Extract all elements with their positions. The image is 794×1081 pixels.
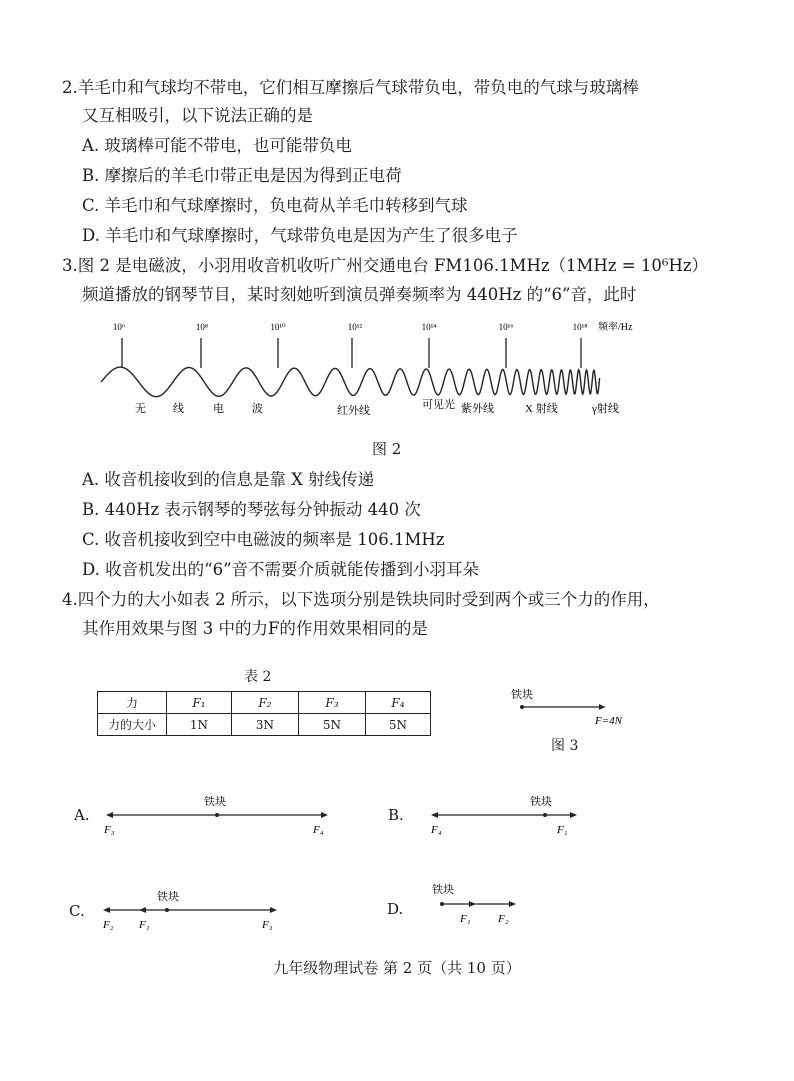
iron-block-label: 铁块 bbox=[204, 796, 226, 808]
band-label-visible: 可见光 bbox=[422, 399, 455, 411]
tick-label-1e16: 10¹⁶ bbox=[498, 322, 514, 332]
band-label-xray: X 射线 bbox=[525, 403, 558, 415]
q4-option-c-letter: C. bbox=[69, 902, 85, 920]
q4-stem-line2: 其作用效果与图 3 中的力F的作用效果相同的是 bbox=[82, 619, 428, 638]
arrow-head-icon bbox=[106, 812, 113, 818]
q3-option-a: A. 收音机接收到的信息是靠 X 射线传递 bbox=[82, 470, 375, 489]
band-label-dian: 电 bbox=[213, 403, 224, 415]
arrow-head-icon bbox=[469, 901, 476, 907]
force-label-right: F₁ bbox=[557, 824, 568, 836]
table-cell: 3N bbox=[232, 714, 299, 736]
q3-option-d: D. 收音机发出的“6”音不需要介质就能传播到小羽耳朵 bbox=[82, 560, 479, 579]
force-f-label: F=4N bbox=[595, 715, 622, 727]
q2-number: 2. bbox=[62, 78, 78, 97]
band-label-xian: 线 bbox=[173, 403, 184, 415]
figure-3-caption: 图 3 bbox=[551, 738, 579, 754]
q4-number: 4. bbox=[62, 590, 78, 609]
q4-stem-text1: 四个力的大小如表 2 所示，以下选项分别是铁块同时受到两个或三个力的作用， bbox=[77, 590, 660, 609]
q2-option-d: D. 羊毛巾和气球摩擦时，气球带负电是因为产生了很多电子 bbox=[82, 226, 518, 245]
arrow-head-icon bbox=[570, 812, 577, 818]
iron-block-label: 铁块 bbox=[157, 891, 179, 903]
q3-stem-line2: 频道播放的钢琴节目，某时刻她听到演员弹奏频率为 440Hz 的“6”音，此时 bbox=[82, 285, 637, 304]
q3-option-c: C. 收音机接收到空中电磁波的频率是 106.1MHz bbox=[82, 530, 445, 549]
force-label-left: F₂ bbox=[103, 919, 114, 931]
tick-label-1e6: 10⁶ bbox=[112, 322, 126, 332]
force-label-left: F₃ bbox=[104, 824, 115, 836]
table-header-cell: F₂ bbox=[232, 692, 299, 714]
q4-option-b-diagram bbox=[425, 793, 585, 843]
iron-block-dot bbox=[215, 813, 219, 817]
table-header-cell: F₄ bbox=[366, 692, 431, 714]
tick-label-1e18: 10¹⁸ bbox=[572, 322, 588, 332]
q4-option-b-letter: B. bbox=[388, 806, 404, 824]
band-label-wu: 无 bbox=[135, 403, 146, 415]
tick-label-1e10: 10¹⁰ bbox=[270, 322, 286, 332]
q2-stem-line1 bbox=[62, 76, 639, 100]
tick-label-1e8: 10⁸ bbox=[195, 322, 209, 332]
force-label-first: F₁ bbox=[460, 913, 471, 925]
em-wave-curve bbox=[101, 367, 600, 397]
iron-block-dot bbox=[165, 908, 169, 912]
table-2-caption: 表 2 bbox=[244, 669, 272, 685]
tick-label-1e14: 10¹⁴ bbox=[421, 322, 437, 332]
q2-stem-line2: 又互相吸引，以下说法正确的是 bbox=[82, 106, 313, 125]
band-label-ultraviolet: 紫外线 bbox=[461, 403, 494, 415]
q4-option-a-diagram bbox=[100, 793, 340, 843]
arrow-head-icon bbox=[321, 812, 328, 818]
q2-option-b: B. 摩擦后的羊毛巾带正电是因为得到正电荷 bbox=[82, 166, 402, 185]
table-cell: 5N bbox=[299, 714, 366, 736]
table-cell: 力的大小 bbox=[98, 714, 167, 736]
page-footer: 九年级物理试卷 第 2 页（共 10 页） bbox=[273, 959, 521, 977]
band-label-bo: 波 bbox=[252, 403, 263, 415]
table-header-cell: F₁ bbox=[167, 692, 232, 714]
tick-label-1e12: 10¹² bbox=[347, 322, 363, 332]
force-label-right: F₄ bbox=[313, 824, 324, 836]
table-cell: 1N bbox=[167, 714, 232, 736]
figure-2-caption: 图 2 bbox=[372, 440, 402, 458]
frequency-axis-label: 频率/Hz bbox=[598, 322, 633, 333]
q3-option-b: B. 440Hz 表示钢琴的琴弦每分钟振动 440 次 bbox=[82, 500, 421, 519]
arrow-head-icon bbox=[270, 907, 277, 913]
table-row bbox=[98, 692, 431, 714]
q4-option-d-diagram bbox=[430, 881, 530, 931]
table-row bbox=[98, 714, 431, 736]
arrow-head-icon bbox=[431, 812, 438, 818]
q2-option-c: C. 羊毛巾和气球摩擦时，负电荷从羊毛巾转移到气球 bbox=[82, 196, 468, 215]
q2-option-a: A. 玻璃棒可能不带电，也可能带负电 bbox=[82, 136, 352, 155]
q4-stem-line1 bbox=[62, 588, 660, 612]
band-label-infrared: 红外线 bbox=[337, 405, 370, 417]
band-label-gamma: γ射线 bbox=[592, 403, 619, 415]
arrow-head-icon bbox=[509, 901, 516, 907]
iron-block-label: 铁块 bbox=[432, 884, 454, 896]
force-table bbox=[97, 691, 431, 736]
q2-stem-text1: 羊毛巾和气球均不带电，它们相互摩擦后气球带负电，带负电的气球与玻璃棒 bbox=[77, 78, 639, 97]
q4-option-d-letter: D. bbox=[387, 900, 404, 918]
table-header-cell: 力 bbox=[98, 692, 167, 714]
q4-option-a-letter: A. bbox=[74, 806, 90, 824]
iron-block-label: 铁块 bbox=[511, 689, 533, 701]
q4-option-c-diagram bbox=[97, 886, 287, 936]
em-spectrum-figure bbox=[95, 318, 675, 418]
table-cell: 5N bbox=[366, 714, 431, 736]
q3-number: 3. bbox=[62, 256, 78, 275]
force-label-second: F₂ bbox=[498, 913, 509, 925]
table-header-cell: F₃ bbox=[299, 692, 366, 714]
iron-block-dot bbox=[543, 813, 547, 817]
arrow-head-icon bbox=[139, 907, 146, 913]
force-label-middle: F₁ bbox=[139, 919, 150, 931]
force-label-left: F₄ bbox=[431, 824, 442, 836]
q3-stem-line1 bbox=[62, 254, 708, 278]
iron-block-label: 铁块 bbox=[530, 796, 552, 808]
q3-stem-text1: 图 2 是电磁波，小羽用收音机收听广州交通电台 FM106.1MHz（1MHz = 10⁶Hz） bbox=[77, 256, 709, 275]
force-label-right: F₃ bbox=[262, 919, 273, 931]
arrow-head-icon bbox=[103, 907, 110, 913]
arrow-head-icon bbox=[599, 704, 605, 710]
figure-3-force-diagram bbox=[505, 686, 645, 732]
